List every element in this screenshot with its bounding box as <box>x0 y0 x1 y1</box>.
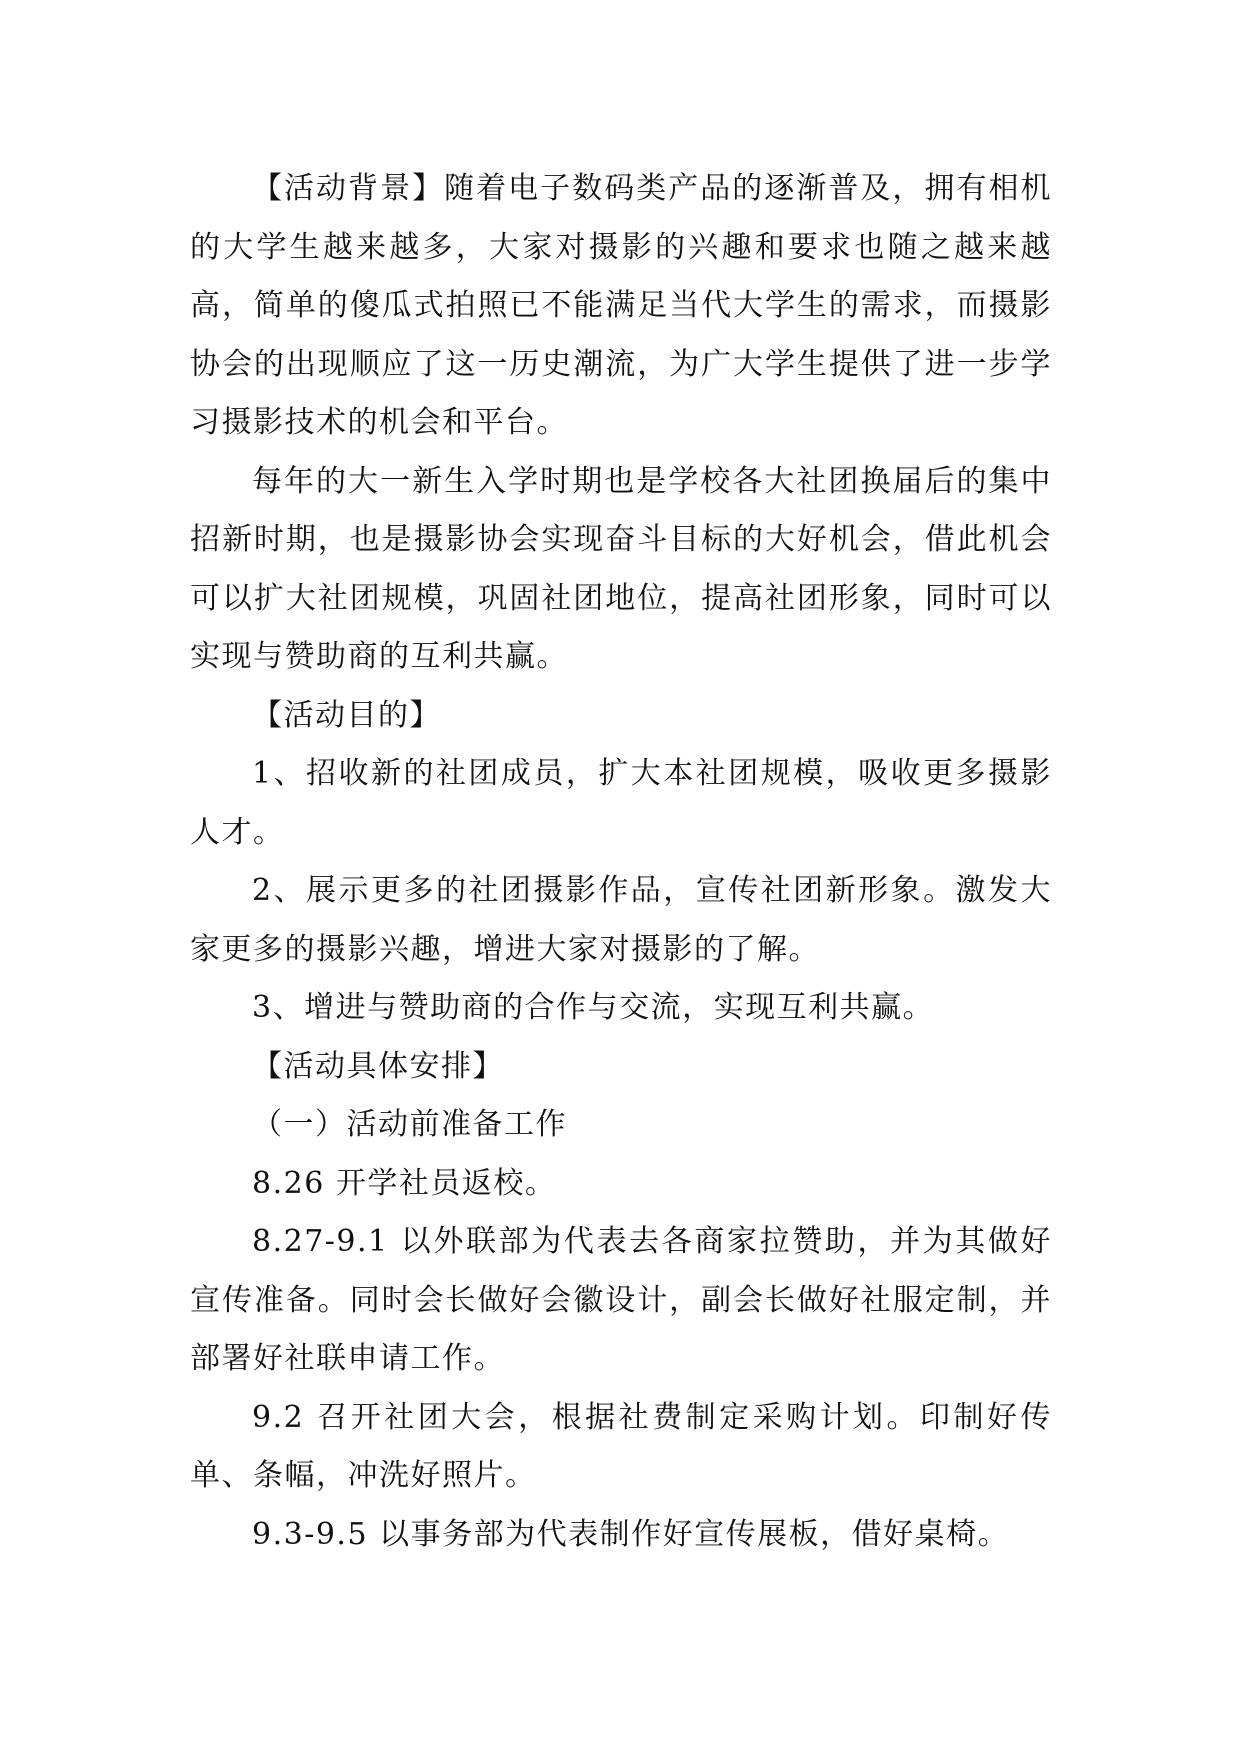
heading-arrangement: 【活动具体安排】 <box>252 1048 504 1084</box>
paragraph-recruitment: 每年的大一新生入学时期也是学校各大社团换届后的集中招新时期，也是摄影协会实现奋斗目标的大好机会，借此机会可以扩大社团规模，巩固社团地位，提高社团形象，同时可以实现与赞助商的互利共赢。 <box>190 463 1052 674</box>
purpose-item-1: 1、招收新的社团成员，扩大本社团规模，吸收更多摄影人才。 <box>190 756 1052 850</box>
schedule-item-0902: 9.2 召开社团大会，根据社费制定采购计划。印制好传单、条幅，冲洗好照片。 <box>190 1399 1052 1493</box>
subheading-preparation: （一）活动前准备工作 <box>252 1107 567 1142</box>
schedule-item-0827: 8.27-9.1 以外联部为代表去各商家拉赞助，并为其做好宣传准备。同时会长做好会徽设计，副会长做好社服定制，并部署好社联申请工作。 <box>190 1224 1052 1376</box>
schedule-item-0903: 9.3-9.5 以事务部为代表制作好宣传展板，借好桌椅。 <box>252 1516 1010 1552</box>
document-page <box>190 160 1052 1564</box>
purpose-item-3: 3、增进与赞助商的合作与交流，实现互利共赢。 <box>252 990 935 1025</box>
schedule-item-0826: 8.26 开学社员返校。 <box>252 1165 557 1201</box>
paragraph-background: 【活动背景】随着电子数码类产品的逐渐普及，拥有相机的大学生越来越多，大家对摄影的兴趣和要求也随之越来越高，简单的傻瓜式拍照已不能满足当代大学生的需求，而摄影协会的出现顺应了这一历史潮流，为广大学生提供了进一步学习摄影技术的机会和平台。 <box>190 171 1052 440</box>
purpose-item-2: 2、展示更多的社团摄影作品，宣传社团新形象。激发大家更多的摄影兴趣，增进大家对摄影的了解。 <box>190 873 1052 967</box>
heading-purpose: 【活动目的】 <box>252 697 441 733</box>
